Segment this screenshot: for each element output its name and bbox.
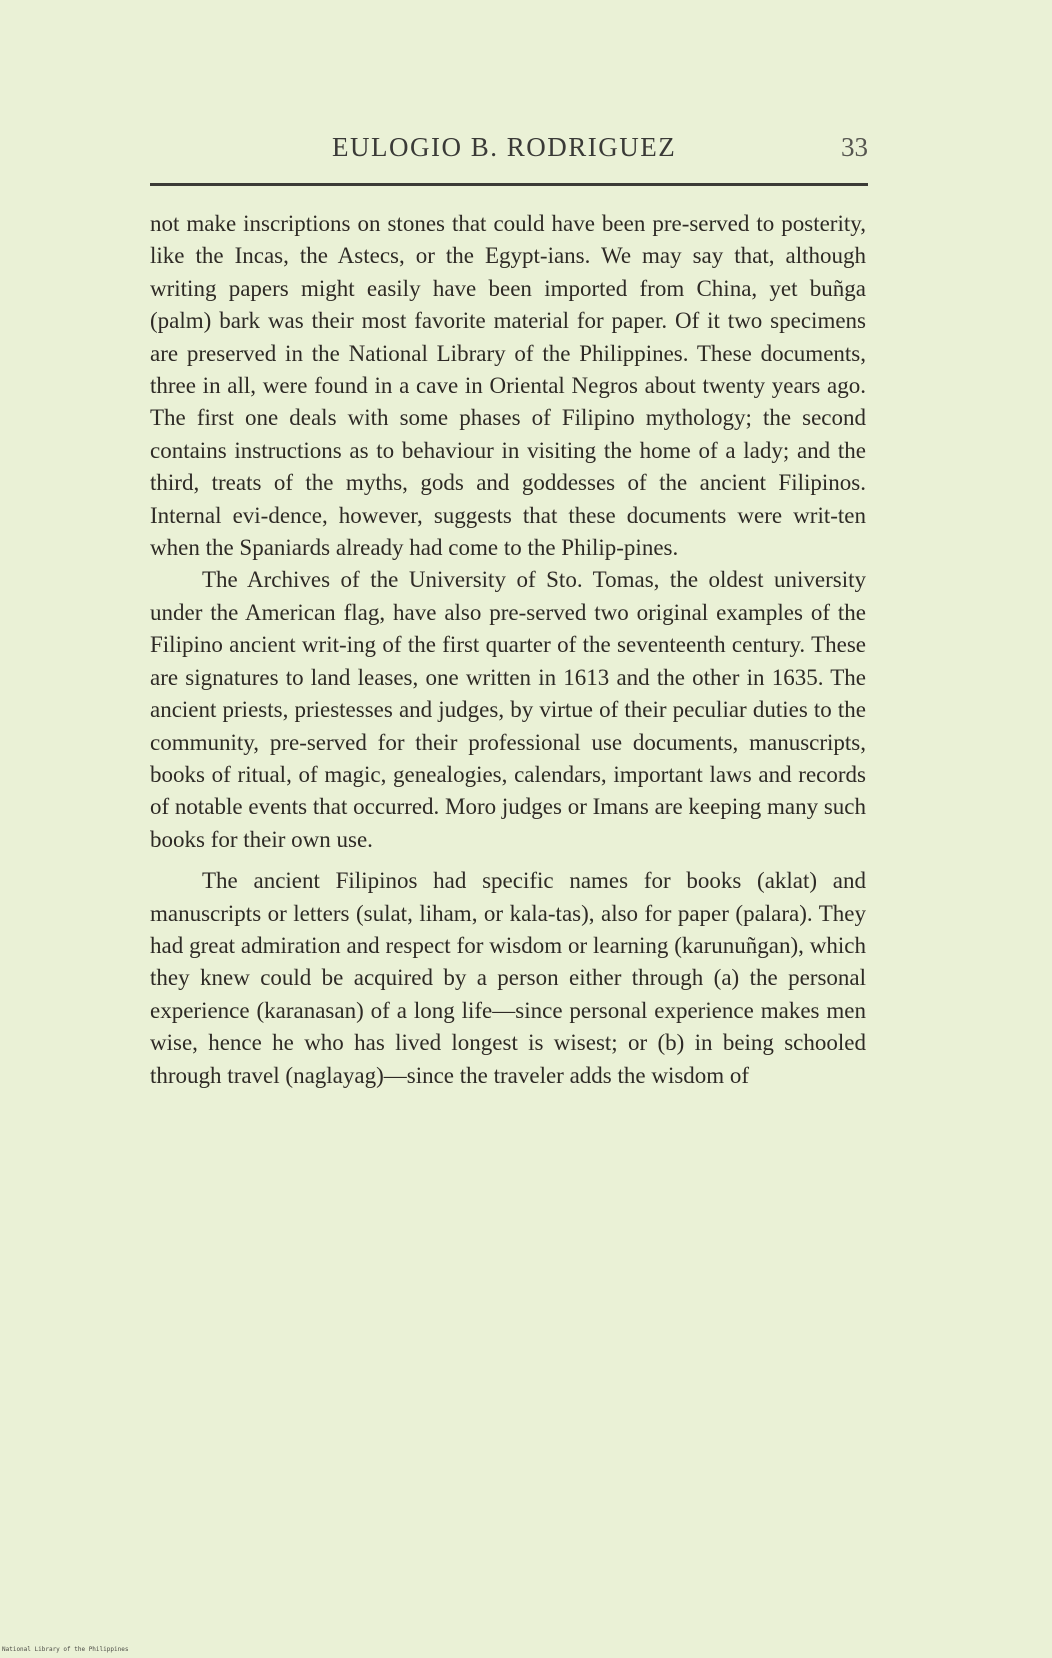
page-header bbox=[150, 132, 870, 172]
footer-credit: National Library of the Philippines bbox=[2, 1646, 129, 1653]
paragraph-3: The ancient Filipinos had specific names for books (aklat) and manuscripts or letters (sulat, liham, or kala-tas), also for paper (palara). They had great admiration and respect for wisdom or learning (karunuñgan), which they knew could be acquired by a person either through (a) the personal experience (karanasan) of a long life—since personal experience makes men wise, hence he who has lived longest is wisest; or (b) in being schooled through travel (naglayag)—since the traveler adds the wisdom of bbox=[150, 868, 866, 1088]
paragraph-1: not make inscriptions on stones that could have been pre-served to posterity, like the Incas, the Astecs, or the Egypt-ians. We may say that, although writing papers might easily have been imported from China, yet buñga (palm) bark was their most favorite material for paper. Of it two specimens are preserved in the National Library of the Philippines. These documents, three in all, were found in a cave in Oriental Negros about twenty years ago. The first one deals with some phases of Filipino mythology; the second contains instructions as to behaviour in visiting the home of a lady; and the third, treats of the myths, gods and goddesses of the ancient Filipinos. Internal evi-dence, however, suggests that these documents were writ-ten when the Spaniards already had come to the Philip-pines. bbox=[150, 211, 866, 561]
body-text bbox=[150, 208, 866, 1092]
running-title: EULOGIO B. RODRIGUEZ bbox=[332, 132, 677, 162]
page-number: 33 bbox=[841, 132, 868, 162]
paragraph-2: The Archives of the University of Sto. Tomas, the oldest university under the American flag, have also pre-served two original examples of the Filipino ancient writ-ing of the first quarter of the seventeenth century. These are signatures to land leases, one written in 1613 and the other in 1635. The ancient priests, priestesses and judges, by virtue of their peculiar duties to the community, pre-served for their professional use documents, manuscripts, books of ritual, of magic, genealogies, calendars, important laws and records of notable events that occurred. Moro judges or Imans are keeping many such books for their own use. bbox=[150, 567, 866, 852]
header-rule bbox=[150, 183, 868, 186]
